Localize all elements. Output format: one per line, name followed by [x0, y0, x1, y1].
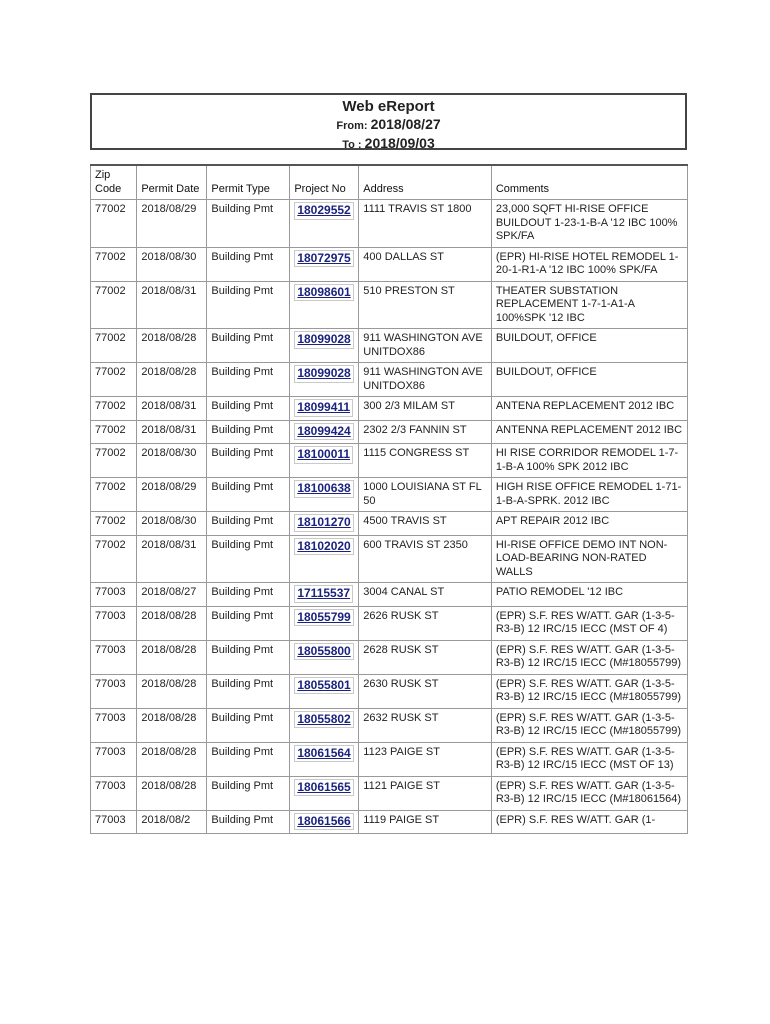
permit-date-cell: 2018/08/28: [137, 742, 207, 776]
project-no-cell: [290, 535, 359, 583]
from-label: From:: [336, 120, 368, 132]
col-header-permit-date: Permit Date: [137, 165, 207, 200]
permit-date-cell: 2018/08/28: [137, 776, 207, 810]
table-row: [91, 363, 688, 397]
comments-cell: HI RISE CORRIDOR REMODEL 1-7-1-B-A 100% SPK 2012 IBC: [491, 444, 687, 478]
table-row: [91, 776, 688, 810]
project-no-cell: [290, 200, 359, 248]
project-no-link[interactable]: 17115537: [294, 585, 353, 603]
project-no-cell: [290, 444, 359, 478]
table-row: [91, 583, 688, 607]
permit-type-cell: Building Pmt: [207, 535, 290, 583]
comments-cell: (EPR) S.F. RES W/ATT. GAR (1-3-5-R3-B) 12 IRC/15 IECC (MST OF 13): [491, 742, 687, 776]
comments-cell: (EPR) S.F. RES W/ATT. GAR (1-: [491, 810, 687, 834]
comments-cell: ANTENNA REPLACEMENT 2012 IBC: [491, 420, 687, 444]
permit-type-cell: Building Pmt: [207, 512, 290, 536]
address-cell: 2628 RUSK ST: [359, 640, 492, 674]
permit-type-cell: Building Pmt: [207, 363, 290, 397]
comments-cell: (EPR) HI-RISE HOTEL REMODEL 1-20-1-R1-A '12 IBC 100% SPK/FA: [491, 247, 687, 281]
permit-date-cell: 2018/08/29: [137, 200, 207, 248]
project-no-link[interactable]: 18061565: [294, 779, 353, 797]
permit-date-cell: 2018/08/31: [137, 397, 207, 421]
project-no-link[interactable]: 18099424: [294, 423, 353, 441]
project-no-link[interactable]: 18099028: [294, 331, 353, 349]
zip-code-cell: 77003: [91, 674, 137, 708]
permit-type-cell: Building Pmt: [207, 329, 290, 363]
address-cell: 2632 RUSK ST: [359, 708, 492, 742]
zip-code-cell: 77003: [91, 742, 137, 776]
permit-type-cell: Building Pmt: [207, 247, 290, 281]
permit-type-cell: Building Pmt: [207, 420, 290, 444]
permit-date-cell: 2018/08/28: [137, 363, 207, 397]
project-no-cell: [290, 329, 359, 363]
address-cell: 911 WASHINGTON AVE UNITDOX86: [359, 329, 492, 363]
project-no-cell: [290, 606, 359, 640]
project-no-link[interactable]: 18029552: [294, 202, 353, 220]
permit-date-cell: 2018/08/30: [137, 512, 207, 536]
zip-code-cell: 77002: [91, 535, 137, 583]
col-header-permit-type: Permit Type: [207, 165, 290, 200]
project-no-link[interactable]: 18055801: [294, 677, 353, 695]
address-cell: 1123 PAIGE ST: [359, 742, 492, 776]
project-no-link[interactable]: 18099411: [294, 399, 353, 417]
permit-date-cell: 2018/08/31: [137, 535, 207, 583]
project-no-cell: [290, 281, 359, 329]
report-header: [90, 93, 687, 150]
project-no-cell: [290, 583, 359, 607]
address-cell: 1111 TRAVIS ST 1800: [359, 200, 492, 248]
address-cell: 300 2/3 MILAM ST: [359, 397, 492, 421]
table-header-row: [91, 165, 688, 200]
permit-type-cell: Building Pmt: [207, 281, 290, 329]
project-no-link[interactable]: 18101270: [294, 514, 353, 532]
comments-cell: APT REPAIR 2012 IBC: [491, 512, 687, 536]
table-row: [91, 397, 688, 421]
zip-code-cell: 77002: [91, 329, 137, 363]
permit-type-cell: Building Pmt: [207, 583, 290, 607]
project-no-cell: [290, 776, 359, 810]
permit-type-cell: Building Pmt: [207, 776, 290, 810]
permit-date-cell: 2018/08/28: [137, 674, 207, 708]
permit-type-cell: Building Pmt: [207, 640, 290, 674]
permit-date-cell: 2018/08/31: [137, 281, 207, 329]
zip-code-cell: 77002: [91, 363, 137, 397]
comments-cell: HIGH RISE OFFICE REMODEL 1-71-1-B-A-SPRK. 2012 IBC: [491, 478, 687, 512]
project-no-link[interactable]: 18055802: [294, 711, 353, 729]
table-row: [91, 674, 688, 708]
comments-cell: 23,000 SQFT HI-RISE OFFICE BUILDOUT 1-23-1-B-A '12 IBC 100% SPK/FA: [491, 200, 687, 248]
report-title: Web eReport: [342, 98, 435, 115]
to-line: [92, 135, 685, 154]
address-cell: 3004 CANAL ST: [359, 583, 492, 607]
table-row: [91, 247, 688, 281]
permit-type-cell: Building Pmt: [207, 708, 290, 742]
permit-type-cell: Building Pmt: [207, 200, 290, 248]
table-row: [91, 810, 688, 834]
project-no-cell: [290, 810, 359, 834]
project-no-link[interactable]: 18099028: [294, 365, 353, 383]
address-cell: 400 DALLAS ST: [359, 247, 492, 281]
permit-type-cell: Building Pmt: [207, 478, 290, 512]
comments-cell: ANTENA REPLACEMENT 2012 IBC: [491, 397, 687, 421]
permit-type-cell: Building Pmt: [207, 742, 290, 776]
address-cell: 1115 CONGRESS ST: [359, 444, 492, 478]
to-date: 2018/09/03: [364, 135, 435, 151]
project-no-link[interactable]: 18055799: [294, 609, 353, 627]
project-no-cell: [290, 420, 359, 444]
permit-date-cell: 2018/08/30: [137, 444, 207, 478]
project-no-cell: [290, 363, 359, 397]
zip-code-cell: 77003: [91, 776, 137, 810]
project-no-link[interactable]: 18055800: [294, 643, 353, 661]
table-row: [91, 329, 688, 363]
project-no-cell: [290, 397, 359, 421]
zip-code-cell: 77003: [91, 606, 137, 640]
col-header-zip-code: Zip Code: [91, 165, 137, 200]
project-no-link[interactable]: 18061566: [294, 813, 353, 831]
table-row: [91, 281, 688, 329]
address-cell: 2626 RUSK ST: [359, 606, 492, 640]
from-date: 2018/08/27: [370, 116, 441, 132]
address-cell: 600 TRAVIS ST 2350: [359, 535, 492, 583]
col-header-project-no: Project No: [290, 165, 359, 200]
comments-cell: BUILDOUT, OFFICE: [491, 329, 687, 363]
project-no-cell: [290, 640, 359, 674]
col-header-address: Address: [359, 165, 492, 200]
project-no-cell: [290, 247, 359, 281]
permit-date-cell: 2018/08/28: [137, 708, 207, 742]
project-no-link[interactable]: 18100638: [294, 480, 353, 498]
permit-date-cell: 2018/08/27: [137, 583, 207, 607]
permit-type-cell: Building Pmt: [207, 444, 290, 478]
comments-cell: (EPR) S.F. RES W/ATT. GAR (1-3-5-R3-B) 12 IRC/15 IECC (MST OF 4): [491, 606, 687, 640]
zip-code-cell: 77003: [91, 583, 137, 607]
table-row: [91, 606, 688, 640]
permit-type-cell: Building Pmt: [207, 674, 290, 708]
table-row: [91, 444, 688, 478]
project-no-link[interactable]: 18100011: [294, 446, 353, 464]
permit-date-cell: 2018/08/30: [137, 247, 207, 281]
address-cell: 510 PRESTON ST: [359, 281, 492, 329]
address-cell: 1119 PAIGE ST: [359, 810, 492, 834]
comments-cell: (EPR) S.F. RES W/ATT. GAR (1-3-5-R3-B) 12 IRC/15 IECC (M#18055799): [491, 708, 687, 742]
zip-code-cell: 77002: [91, 478, 137, 512]
permit-type-cell: Building Pmt: [207, 397, 290, 421]
project-no-cell: [290, 674, 359, 708]
permit-date-cell: 2018/08/29: [137, 478, 207, 512]
zip-code-cell: 77002: [91, 281, 137, 329]
permit-date-cell: 2018/08/28: [137, 606, 207, 640]
permit-date-cell: 2018/08/2: [137, 810, 207, 834]
zip-code-cell: 77003: [91, 708, 137, 742]
comments-cell: BUILDOUT, OFFICE: [491, 363, 687, 397]
comments-cell: (EPR) S.F. RES W/ATT. GAR (1-3-5-R3-B) 12 IRC/15 IECC (M#18061564): [491, 776, 687, 810]
project-no-cell: [290, 708, 359, 742]
address-cell: 2630 RUSK ST: [359, 674, 492, 708]
table-row: [91, 640, 688, 674]
to-label: To :: [342, 139, 362, 151]
table-row: [91, 420, 688, 444]
project-no-cell: [290, 478, 359, 512]
address-cell: 2302 2/3 FANNIN ST: [359, 420, 492, 444]
address-cell: 911 WASHINGTON AVE UNITDOX86: [359, 363, 492, 397]
comments-cell: THEATER SUBSTATION REPLACEMENT 1-7-1-A1-A 100%SPK '12 IBC: [491, 281, 687, 329]
table-row: [91, 512, 688, 536]
zip-code-cell: 77002: [91, 397, 137, 421]
comments-cell: (EPR) S.F. RES W/ATT. GAR (1-3-5-R3-B) 12 IRC/15 IECC (M#18055799): [491, 674, 687, 708]
comments-cell: HI-RISE OFFICE DEMO INT NON-LOAD-BEARING NON-RATED WALLS: [491, 535, 687, 583]
zip-code-cell: 77002: [91, 444, 137, 478]
table-row: [91, 708, 688, 742]
table-row: [91, 478, 688, 512]
address-cell: 1000 LOUISIANA ST FL 50: [359, 478, 492, 512]
permit-table: [90, 164, 688, 834]
col-header-comments: Comments: [491, 165, 687, 200]
zip-code-cell: 77003: [91, 810, 137, 834]
table-row: [91, 742, 688, 776]
project-no-link[interactable]: 18061564: [294, 745, 353, 763]
project-no-cell: [290, 512, 359, 536]
permit-type-cell: Building Pmt: [207, 810, 290, 834]
permit-type-cell: Building Pmt: [207, 606, 290, 640]
permit-date-cell: 2018/08/31: [137, 420, 207, 444]
zip-code-cell: 77002: [91, 512, 137, 536]
permit-date-cell: 2018/08/28: [137, 329, 207, 363]
zip-code-cell: 77003: [91, 640, 137, 674]
from-line: [92, 116, 685, 135]
project-no-link[interactable]: 18098601: [294, 284, 353, 302]
zip-code-cell: 77002: [91, 420, 137, 444]
address-cell: 1121 PAIGE ST: [359, 776, 492, 810]
table-row: [91, 200, 688, 248]
comments-cell: (EPR) S.F. RES W/ATT. GAR (1-3-5-R3-B) 12 IRC/15 IECC (M#18055799): [491, 640, 687, 674]
permit-date-cell: 2018/08/28: [137, 640, 207, 674]
zip-code-cell: 77002: [91, 200, 137, 248]
table-row: [91, 535, 688, 583]
project-no-cell: [290, 742, 359, 776]
address-cell: 4500 TRAVIS ST: [359, 512, 492, 536]
zip-code-cell: 77002: [91, 247, 137, 281]
project-no-link[interactable]: 18072975: [294, 250, 353, 268]
project-no-link[interactable]: 18102020: [294, 538, 353, 556]
comments-cell: PATIO REMODEL '12 IBC: [491, 583, 687, 607]
